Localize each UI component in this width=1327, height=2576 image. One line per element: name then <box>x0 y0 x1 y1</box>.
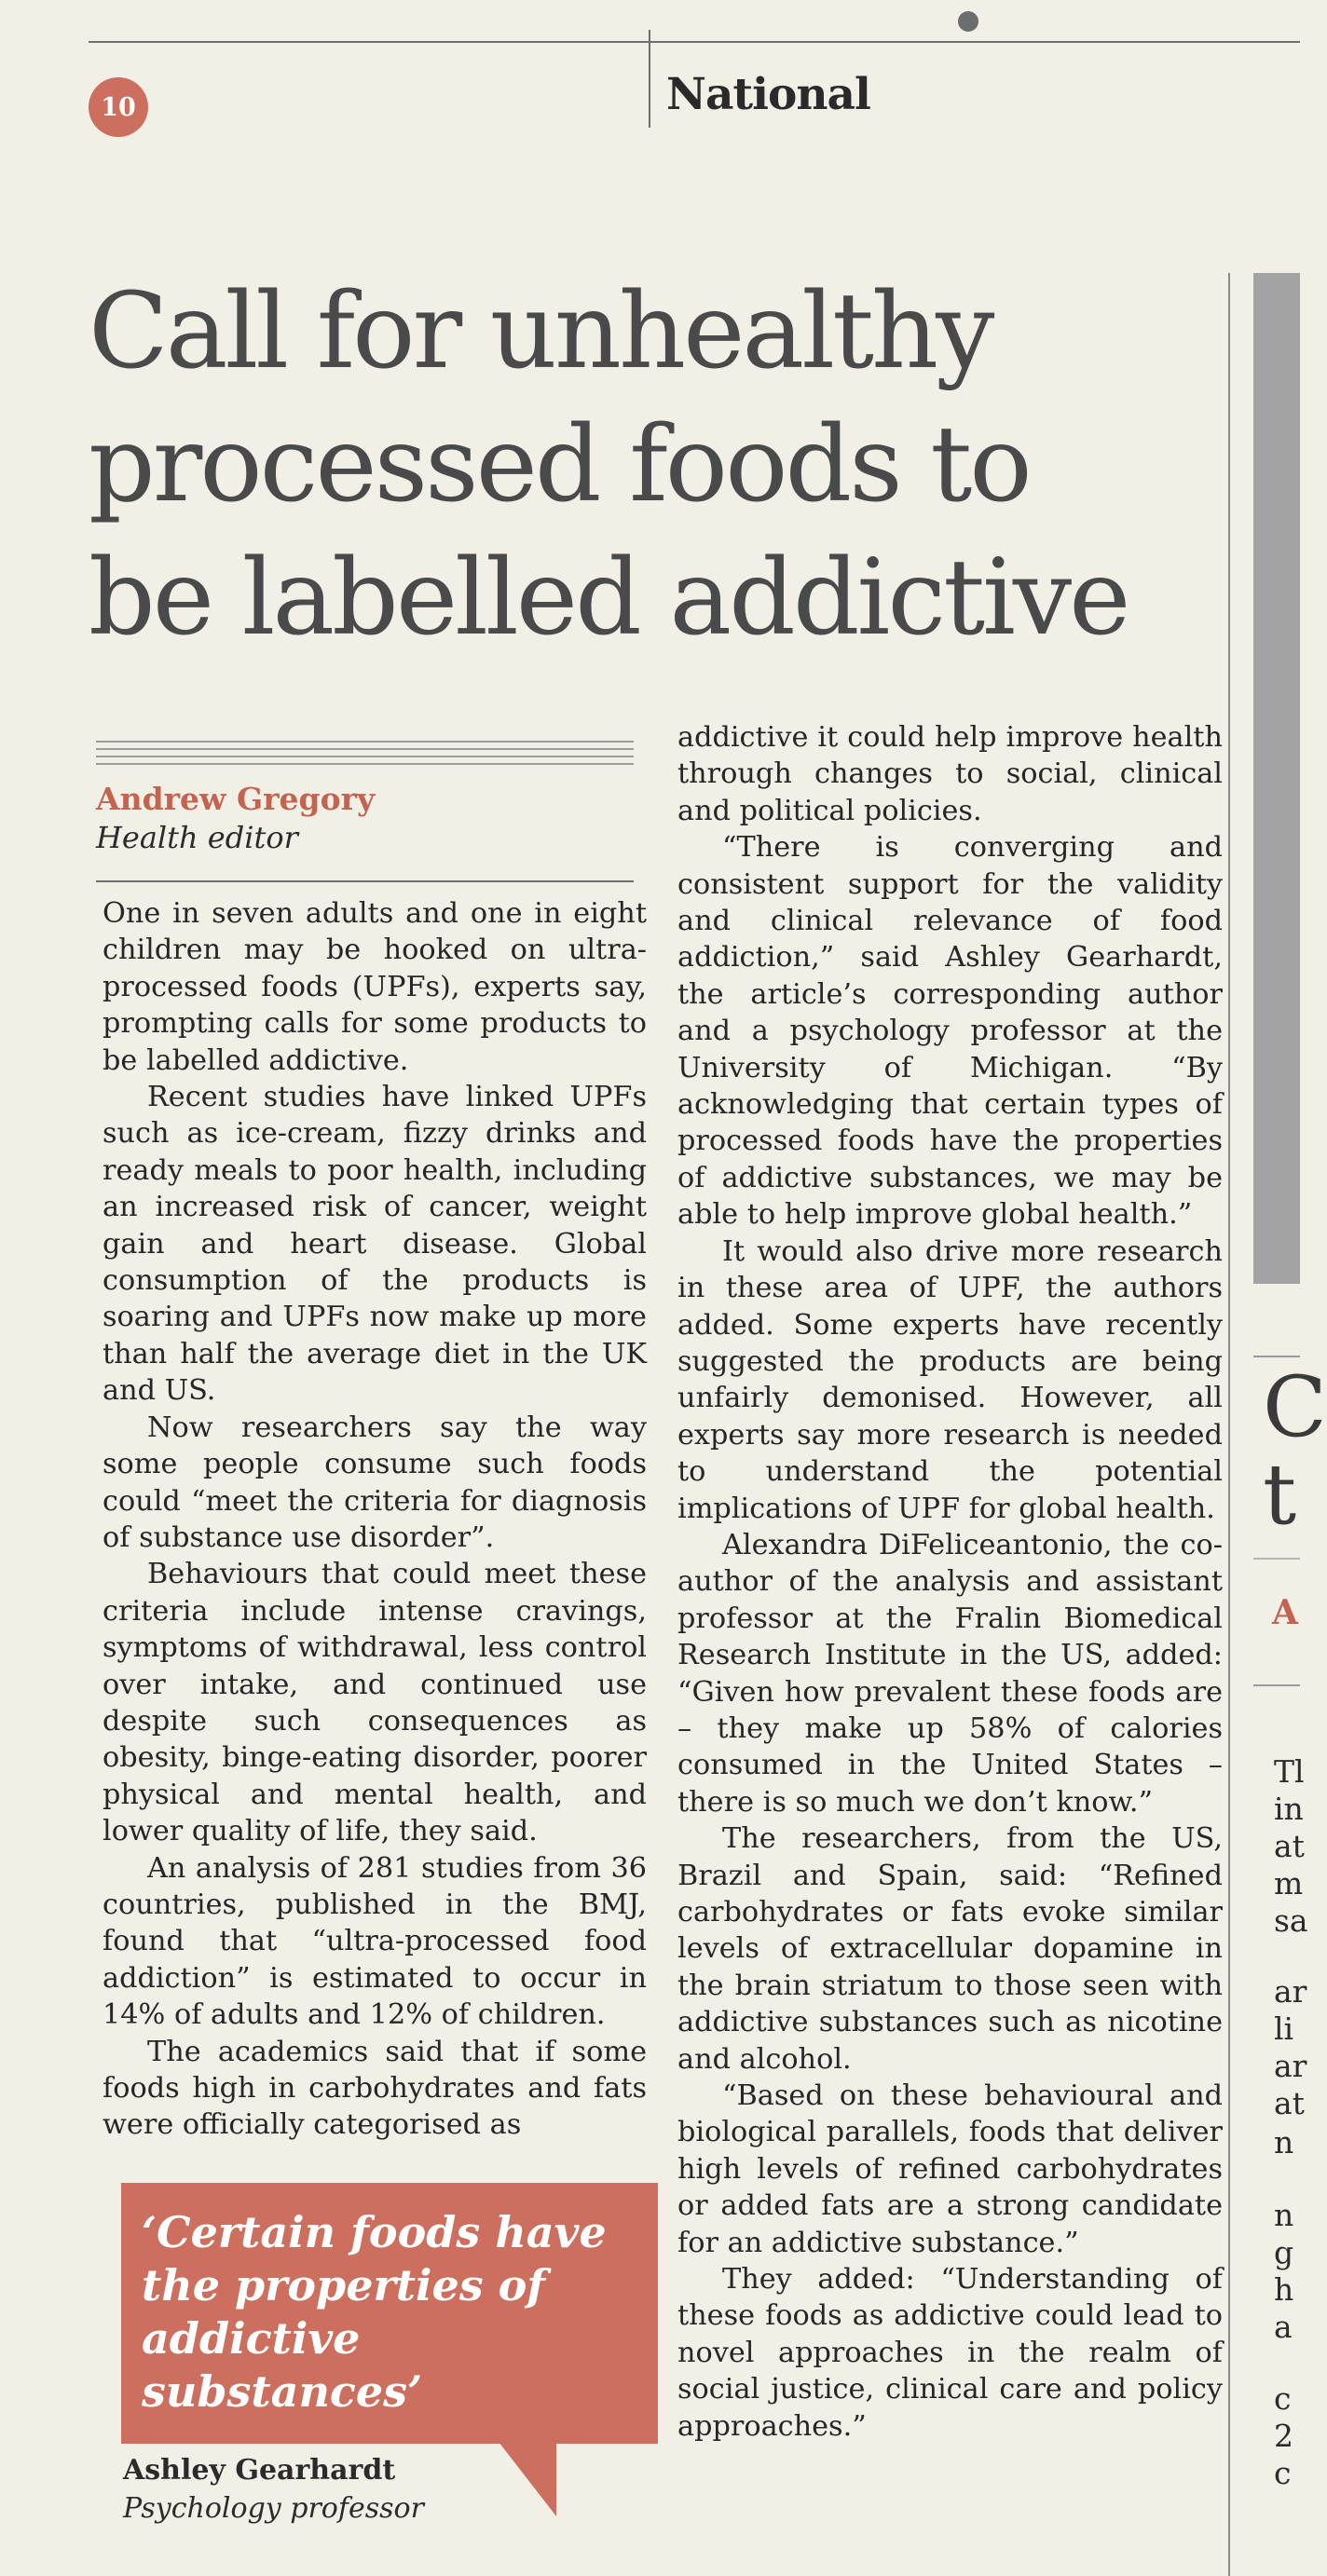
page-number-badge: 10 <box>89 77 148 137</box>
headline: Call for unhealthy processed foods to be labelled addictive <box>89 271 1129 659</box>
paragraph: Alexandra DiFeliceantonio, the co-author of the analysis and assistant professor at the Fralin Biomedical Research Institute in the US, added: “Given how prevalent these foods are – they make up 58% of calories consumed in the United States – there is so much we don’t know.” <box>677 1528 1223 1819</box>
adjacent-line-fragment: a <box>1274 2309 1293 2345</box>
adjacent-line-fragment: c <box>1274 2380 1292 2417</box>
adjacent-rule-byline <box>1253 1684 1300 1686</box>
adjacent-line-fragment: ar <box>1274 2048 1307 2084</box>
adjacent-headline-letter-1: C <box>1263 1358 1327 1456</box>
byline-rule <box>96 763 634 765</box>
adjacent-line-fragment: n <box>1274 2124 1294 2160</box>
adjacent-rule-mid <box>1253 1558 1300 1560</box>
paragraph: “There is converging and consistent support for the validity and clinical relevance of food addiction,” said Ashley Gearhardt, the article’s corresponding author and a psychology professor at the University of Michigan. “By acknowledging that certain types of processed foods have the properties of addictive substances, we may be able to help improve global health.” <box>677 831 1223 1232</box>
adjacent-line-fragment: ar <box>1274 1973 1307 2010</box>
byline-role: Health editor <box>96 820 298 855</box>
paragraph: Behaviours that could meet these criteria include intense cravings, symptoms of withdrawal, less control over intake, and continued use despite such consequences as obesity, binge-eating disorder, poorer physical and mental health, and lower quality of life, they said. <box>103 1558 647 1848</box>
column-separator-rule <box>1228 273 1230 2576</box>
adjacent-article-photo <box>1253 273 1300 1284</box>
paragraph: addictive it could help improve health through changes to social, clinical and political policies. <box>677 721 1223 827</box>
adjacent-line-fragment: g <box>1274 2234 1294 2270</box>
paragraph: Now researchers say the way some people consume such foods could “meet the criteria for diagnosis of substance use disorder”. <box>103 1411 647 1554</box>
adjacent-line-fragment: li <box>1274 2010 1294 2047</box>
pull-quote-attribution-name: Ashley Gearhardt <box>123 2454 396 2487</box>
pull-quote-text: ‘Certain foods have the properties of addictive substances’ <box>142 2207 607 2417</box>
pull-quote-tail <box>499 2442 556 2516</box>
header-rule <box>89 41 1300 43</box>
adjacent-line-fragment: n <box>1274 2197 1294 2233</box>
adjacent-line-fragment: 2 <box>1274 2418 1293 2454</box>
paragraph: The academics said that if some foods high in carbohydrates and fats were officially categorised as <box>103 2035 647 2142</box>
section-label: National <box>666 69 870 120</box>
byline-bottom-rule <box>96 880 634 882</box>
adjacent-line-fragment: in <box>1274 1791 1304 1827</box>
top-ink-dot <box>958 11 978 32</box>
paragraph: They added: “Understanding of these foods as addictive could lead to novel approaches in the realm of social justice, clinical care and policy approaches.” <box>677 2263 1223 2443</box>
adjacent-line-fragment: sa <box>1274 1902 1308 1939</box>
adjacent-rule-top <box>1253 1356 1300 1357</box>
paragraph: It would also drive more research in these area of UPF, the authors added. Some experts have recently suggested the products are being unfairly demonised. However, all experts say more research is needed to understand the potential implications of UPF for global health. <box>677 1234 1223 1525</box>
pull-quote-attribution-role: Psychology professor <box>123 2492 424 2525</box>
adjacent-byline-letter: A <box>1272 1593 1298 1632</box>
byline-rule <box>96 748 634 750</box>
adjacent-line-fragment: c <box>1274 2455 1292 2491</box>
byline-author: Andrew Gregory <box>96 781 376 817</box>
adjacent-line-fragment: m <box>1274 1865 1304 1901</box>
adjacent-line-fragment: Tl <box>1274 1753 1305 1790</box>
adjacent-line-fragment: at <box>1274 2085 1305 2121</box>
adjacent-line-fragment: h <box>1274 2271 1294 2308</box>
paragraph: One in seven adults and one in eight children may be hooked on ultra-processed foods (UPFs), experts say, prompting calls for some products to be labelled addictive. <box>103 897 647 1077</box>
article-column-2 <box>677 719 1223 2445</box>
adjacent-line-fragment: at <box>1274 1828 1305 1864</box>
article-column-1 <box>103 895 647 2144</box>
adjacent-headline-letter-2: t <box>1263 1446 1297 1544</box>
header-divider <box>649 30 650 128</box>
byline-rule <box>96 741 634 743</box>
paragraph: “Based on these behavioural and biological parallels, foods that deliver high levels of refined carbohydrates or added fats are a strong candidate for an addictive substance.” <box>677 2079 1223 2259</box>
paragraph: An analysis of 281 studies from 36 countries, published in the BMJ, found that “ultra-processed food addiction” is estimated to occur in 14% of adults and 12% of children. <box>103 1851 647 2032</box>
byline-rule <box>96 756 634 757</box>
paragraph: The researchers, from the US, Brazil and Spain, said: “Refined carbohydrates or fats evoke similar levels of extracellular dopamine in the brain striatum to those seen with addictive substances such as nicotine and alcohol. <box>677 1822 1223 2076</box>
paragraph: Recent studies have linked UPFs such as ice-cream, fizzy drinks and ready meals to poor health, including an increased risk of cancer, weight gain and heart disease. Global consumption of the products is soaring and UPFs now make up more than half the average diet in the UK and US. <box>103 1081 647 1408</box>
